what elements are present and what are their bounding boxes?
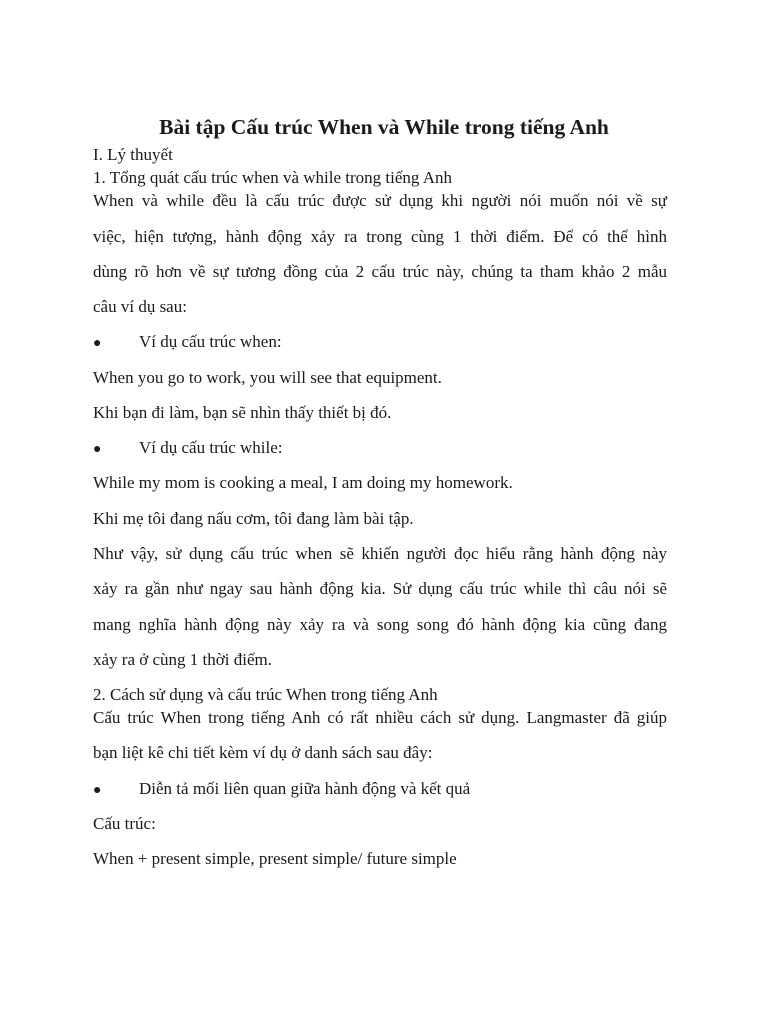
- document-title: Bài tập Cấu trúc When và While trong tiếng Anh: [159, 115, 609, 139]
- bullet-item-when-example: [93, 332, 282, 354]
- paragraph-line: Như vậy, sử dụng cấu trúc when sẽ khiến người đọc hiểu rằng hành động này: [93, 544, 667, 563]
- bullet-text: Ví dụ cấu trúc when:: [139, 332, 282, 351]
- paragraph-line: việc, hiện tượng, hành động xảy ra trong cùng 1 thời điểm. Để có thể hình: [93, 227, 667, 246]
- example-sentence-en: While my mom is cooking a meal, I am doing my homework.: [93, 473, 513, 492]
- subsection-heading-when-usage: 2. Cách sử dụng và cấu trúc When trong tiếng Anh: [93, 685, 438, 704]
- paragraph-line: dùng rõ hơn về sự tương đồng của 2 cấu trúc này, chúng ta tham khảo 2 mẫu: [93, 262, 667, 281]
- bullet-icon: ●: [93, 336, 102, 351]
- bullet-text: Diễn tả mối liên quan giữa hành động và kết quả: [139, 779, 471, 798]
- paragraph-line: bạn liệt kê chi tiết kèm ví dụ ở danh sách sau đây:: [93, 743, 433, 762]
- bullet-icon: ●: [93, 442, 102, 457]
- structure-label: Cấu trúc:: [93, 814, 156, 833]
- paragraph-line: xảy ra ở cùng 1 thời điểm.: [93, 650, 272, 669]
- paragraph-line: Cấu trúc When trong tiếng Anh có rất nhiều cách sử dụng. Langmaster đã giúp: [93, 708, 667, 727]
- structure-formula: When + present simple, present simple/ future simple: [93, 849, 457, 868]
- bullet-icon: ●: [93, 783, 102, 798]
- paragraph-line: mang nghĩa hành động này xảy ra và song song đó hành động kia cũng đang: [93, 615, 667, 634]
- example-sentence-vi: Khi mẹ tôi đang nấu cơm, tôi đang làm bài tập.: [93, 509, 414, 528]
- bullet-item-action-result: [93, 779, 470, 801]
- paragraph-line: xảy ra gần như ngay sau hành động kia. Sử dụng cấu trúc while thì câu nói sẽ: [93, 579, 667, 598]
- subsection-heading-overview: 1. Tổng quát cấu trúc when và while trong tiếng Anh: [93, 168, 452, 187]
- paragraph-line: câu ví dụ sau:: [93, 297, 187, 316]
- bullet-text: Ví dụ cấu trúc while:: [139, 438, 283, 457]
- bullet-item-while-example: [93, 438, 283, 460]
- example-sentence-vi: Khi bạn đi làm, bạn sẽ nhìn thấy thiết bị đó.: [93, 403, 392, 422]
- example-sentence-en: When you go to work, you will see that equipment.: [93, 368, 442, 387]
- paragraph-line: When và while đều là cấu trúc được sử dụng khi người nói muốn nói về sự: [93, 191, 667, 210]
- section-heading-theory: I. Lý thuyết: [93, 145, 173, 164]
